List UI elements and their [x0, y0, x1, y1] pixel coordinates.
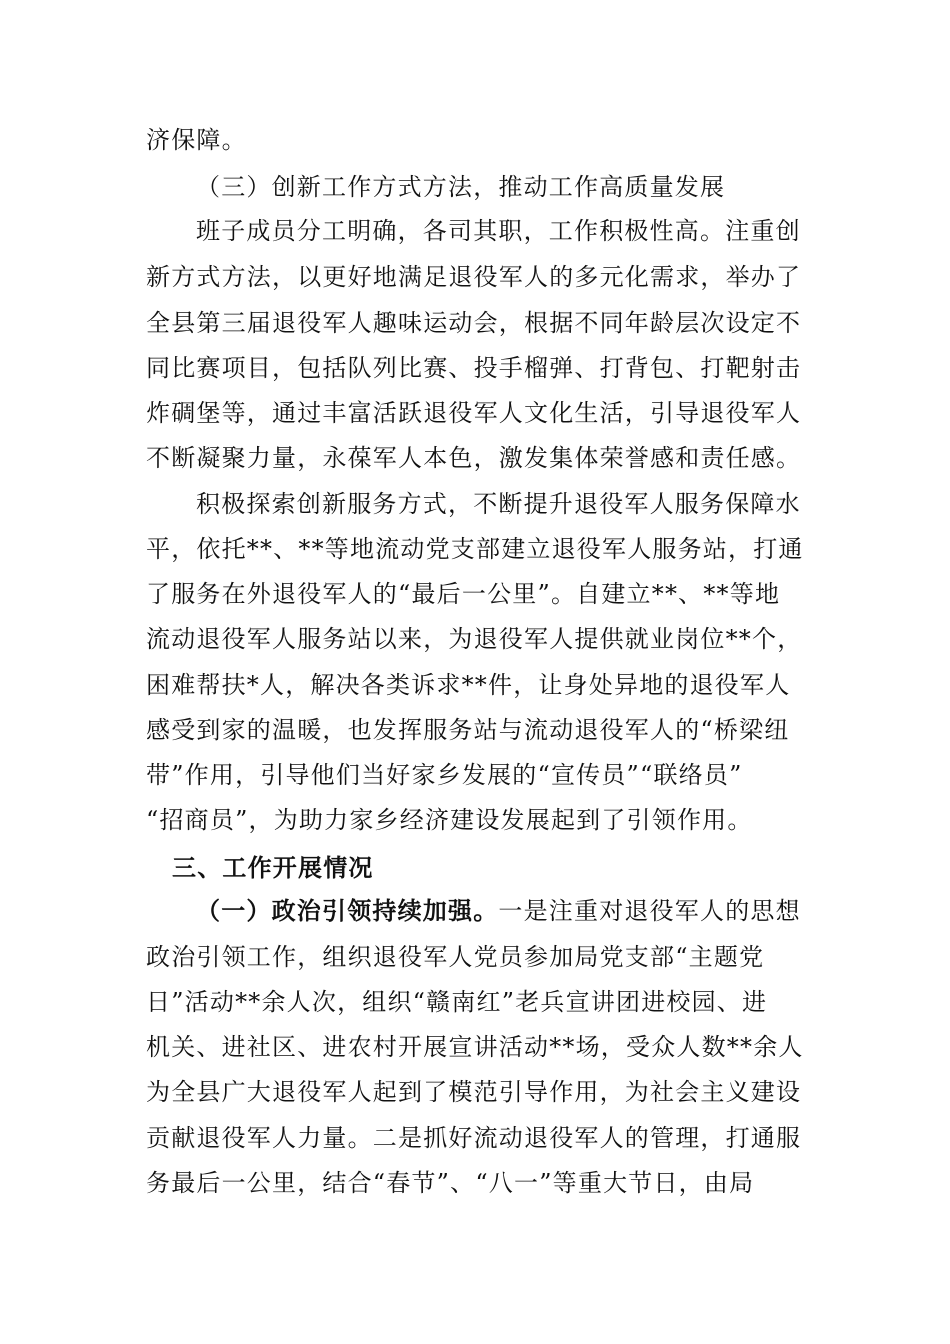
subsection-heading-1: （一）政治引领持续加强。 [196, 896, 499, 925]
paragraph-line: 新方式方法，以更好地满足退役军人的多元化需求，举办了 [146, 263, 802, 291]
paragraph-line: 平，依托**、**等地流动党支部建立退役军人服务站，打通 [146, 535, 804, 563]
subsection-heading-3: （三）创新工作方式方法，推动工作高质量发展 [196, 173, 726, 201]
paragraph-line: 不断凝聚力量，永葆军人本色，激发集体荣誉感和责任感。 [146, 444, 802, 472]
paragraph-line: 日”活动**余人次，组织“赣南红”老兵宣讲团进校园、进 [146, 988, 768, 1016]
paragraph-line: 流动退役军人服务站以来，为退役军人提供就业岗位**个， [146, 625, 803, 653]
paragraph-line: 为全县广大退役军人起到了模范引导作用，为社会主义建设 [146, 1078, 802, 1106]
paragraph-line: 炸碉堡等，通过丰富活跃退役军人文化生活，引导退役军人 [146, 399, 802, 427]
paragraph-line: 带”作用，引导他们当好家乡发展的“宣传员”“联络员” [146, 761, 743, 789]
paragraph-line: 困难帮扶*人，解决各类诉求**件，让身处异地的退役军人 [146, 671, 791, 699]
paragraph-line: 机关、进社区、进农村开展宣讲活动**场，受众人数**余人 [146, 1033, 804, 1061]
paragraph-text: 一是注重对退役军人的思想 [498, 897, 801, 925]
paragraph-line: 了服务在外退役军人的“最后一公里”。自建立**、**等地 [146, 580, 781, 608]
paragraph-line: 全县第三届退役军人趣味运动会，根据不同年龄层次设定不 [146, 309, 802, 337]
paragraph-line: 济保障。 [146, 126, 247, 154]
paragraph-line: 班子成员分工明确，各司其职，工作积极性高。注重创 [196, 217, 801, 245]
paragraph-line: 务最后一公里，结合“春节”、“八一”等重大节日，由局 [146, 1169, 755, 1197]
paragraph-line: 贡献退役军人力量。二是抓好流动退役军人的管理，打通服 [146, 1124, 802, 1152]
paragraph-line: 感受到家的温暖，也发挥服务站与流动退役军人的“桥梁纽 [146, 716, 790, 744]
paragraph-line [196, 895, 801, 927]
section-heading-3: 三、工作开展情况 [172, 853, 374, 882]
paragraph-line: 积极探索创新服务方式，不断提升退役军人服务保障水 [196, 490, 801, 518]
paragraph-line: 同比赛项目，包括队列比赛、投手榴弹、打背包、打靶射击 [146, 354, 802, 382]
paragraph-line: “招商员”，为助力家乡经济建设发展起到了引领作用。 [146, 806, 753, 834]
paragraph-line: 政治引领工作，组织退役军人党员参加局党支部“主题党 [146, 943, 765, 971]
